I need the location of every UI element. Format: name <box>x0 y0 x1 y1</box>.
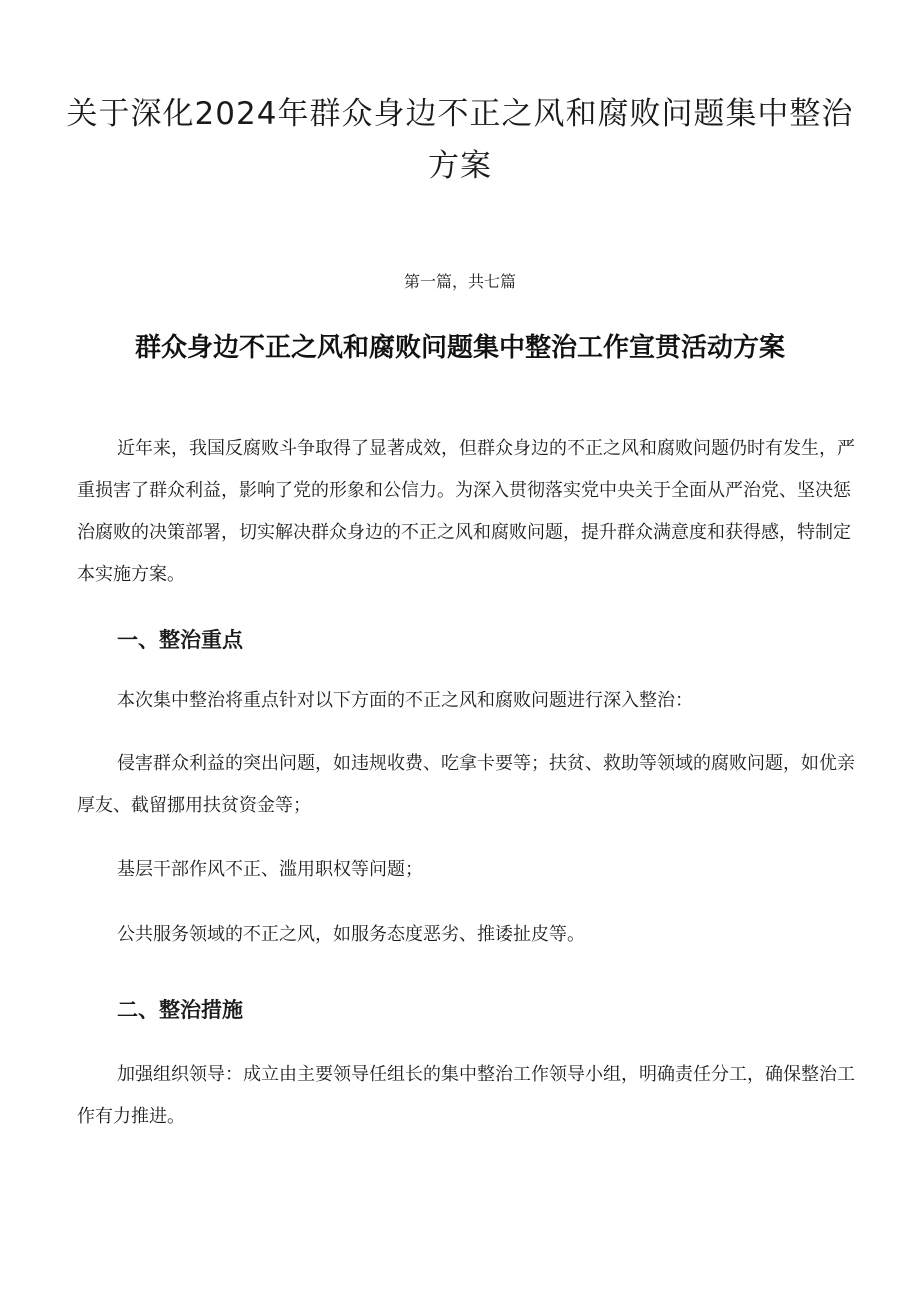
measures-item-paragraph: 加强组织领导：成立由主要领导任组长的集中整治工作领导小组，明确责任分工，确保整治工作有力推进。 <box>77 1064 855 1127</box>
focus-lead-paragraph: 本次集中整治将重点针对以下方面的不正之风和腐败问题进行深入整治： <box>117 690 693 711</box>
intro-paragraph: 近年来，我国反腐败斗争取得了显著成效，但群众身边的不正之风和腐败问题仍时有发生，严重损害了群众利益，影响了党的形象和公信力。为深入贯彻落实党中央关于全面从严治党、坚决惩治腐败的决策部署，切实解决群众身边的不正之风和腐败问题，提升群众满意度和获得感，特制定本实施方案。 <box>77 438 855 585</box>
focus-item-paragraph: 公共服务领域的不正之风，如服务态度恶劣、推诿扯皮等。 <box>117 924 585 945</box>
document-sub-title: 群众身边不正之风和腐败问题集中整治工作宣贯活动方案 <box>134 333 785 363</box>
focus-item-paragraph: 基层干部作风不正、滥用职权等问题； <box>117 859 423 880</box>
section-heading-focus: 一、整治重点 <box>117 628 243 652</box>
document-main-title: 关于深化2024年群众身边不正之风和腐败问题集中整治方案 <box>66 96 854 184</box>
section-heading-measures: 二、整治措施 <box>117 998 243 1022</box>
focus-item-paragraph: 侵害群众利益的突出问题，如违规收费、吃拿卡要等；扶贫、救助等领域的腐败问题，如优亲厚友、截留挪用扶贫资金等； <box>77 753 855 816</box>
part-indicator: 第一篇，共七篇 <box>403 272 516 291</box>
